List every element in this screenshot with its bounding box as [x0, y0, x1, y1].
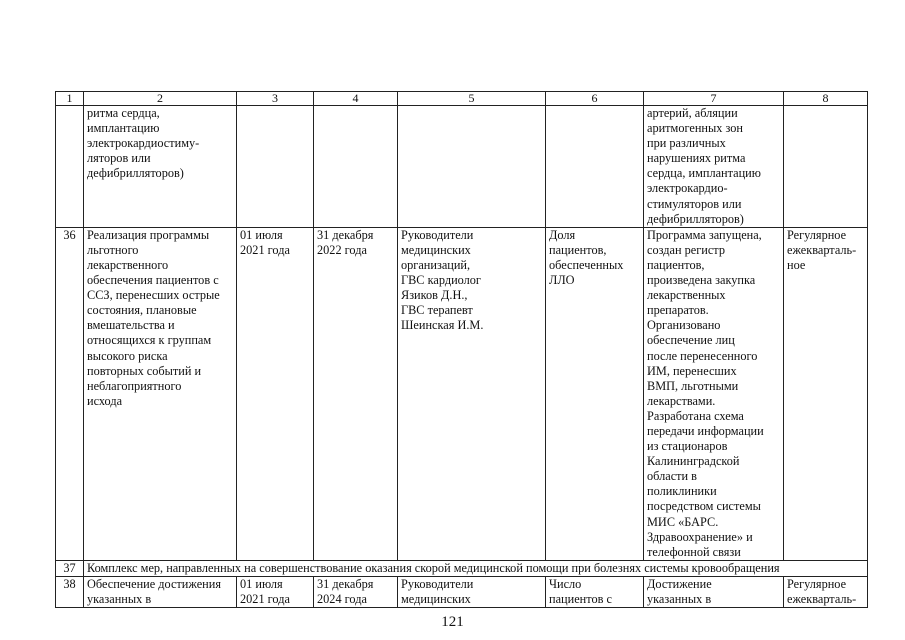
table-row-36: [56, 227, 868, 560]
column-number: 6: [546, 92, 644, 106]
responsible-cell: [398, 106, 546, 228]
row-number-cell: 36: [56, 227, 84, 560]
indicator-cell: Число пациентов с: [546, 576, 644, 607]
activity-cell: Обеспечение достижения указанных в: [84, 576, 237, 607]
activity-cell: Реализация программы льготного лекарственного обеспечения пациентов с ССЗ, перенесших острые состояния, плановые вмешательства и относящихся к группам высокого риска повторных событий и неблагоприятного исхода: [84, 227, 237, 560]
indicator-cell: [546, 106, 644, 228]
column-number: 4: [314, 92, 398, 106]
responsible-cell: Руководители медицинских: [398, 576, 546, 607]
row-number-cell: 37: [56, 560, 84, 576]
row-number-cell: [56, 106, 84, 228]
indicator-cell: Доля пациентов, обеспеченных ЛЛО: [546, 227, 644, 560]
column-number: 1: [56, 92, 84, 106]
table-row-continued: [56, 106, 868, 228]
frequency-cell: Регулярное ежекварталь- ное: [784, 227, 868, 560]
column-number: 3: [237, 92, 314, 106]
column-number: 5: [398, 92, 546, 106]
activities-table: [55, 91, 868, 608]
table-row-38: [56, 576, 868, 607]
result-cell: Программа запущена, создан регистр пациентов, произведена закупка лекарственных препаратов. Организовано обеспечение лиц после перенесенного ИМ, перенесших ВМП, льготными лекарствами. Разработана схема передачи информации из стационаров Калининградской области в поликлиники посредством системы МИС «БАРС. Здравоохранение» и телефонной связи: [644, 227, 784, 560]
page-number: 121: [441, 614, 464, 630]
column-number: 2: [84, 92, 237, 106]
start-date-cell: 01 июля 2021 года: [237, 576, 314, 607]
column-number: 7: [644, 92, 784, 106]
section-heading-cell: Комплекс мер, направленных на совершенствование оказания скорой медицинской помощи при болезнях системы кровообращения: [84, 560, 868, 576]
activity-cell: ритма сердца, имплантацию электрокардиостиму- ляторов или дефибрилляторов): [84, 106, 237, 228]
frequency-cell: Регулярное ежекварталь-: [784, 576, 868, 607]
row-number-cell: 38: [56, 576, 84, 607]
responsible-cell: Руководители медицинских организаций, ГВС кардиолог Язиков Д.Н., ГВС терапевт Шеинская И.М.: [398, 227, 546, 560]
table-row-37: [56, 560, 868, 576]
result-cell: Достижение указанных в: [644, 576, 784, 607]
column-number-row: [56, 92, 868, 106]
start-date-cell: 01 июля 2021 года: [237, 227, 314, 560]
frequency-cell: [784, 106, 868, 228]
end-date-cell: [314, 106, 398, 228]
start-date-cell: [237, 106, 314, 228]
column-number: 8: [784, 92, 868, 106]
end-date-cell: 31 декабря 2022 года: [314, 227, 398, 560]
result-cell: артерий, абляции аритмогенных зон при различных нарушениях ритма сердца, имплантацию электрокардио- стимуляторов или дефибрилляторов): [644, 106, 784, 228]
end-date-cell: 31 декабря 2024 года: [314, 576, 398, 607]
